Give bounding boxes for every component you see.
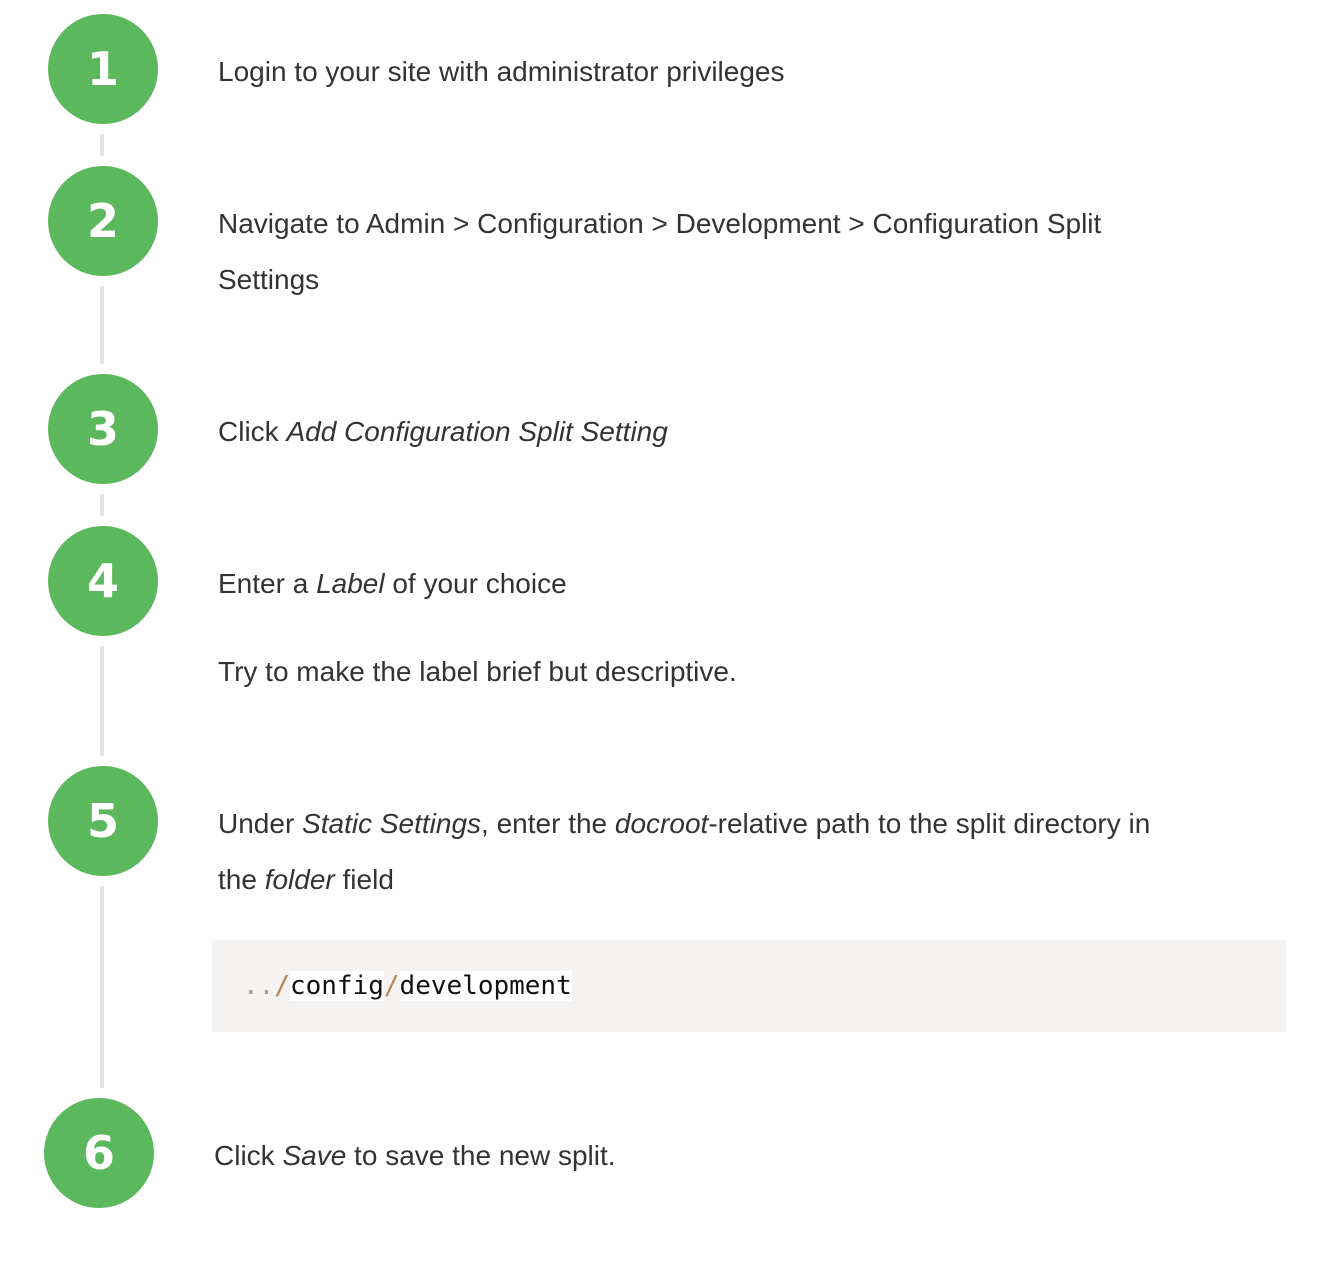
step-4-note: Try to make the label brief but descriptive.: [218, 656, 737, 687]
step-6-text: [214, 1128, 616, 1184]
step-3-text: [218, 404, 668, 460]
step-4-suffix: of your choice: [384, 568, 567, 599]
code-dots: ..: [243, 971, 275, 1001]
step-5-line-2: [218, 852, 1150, 908]
step-5-text: [218, 796, 1150, 908]
step-number-badge: 6: [44, 1098, 154, 1208]
step-number-badge: 5: [48, 766, 158, 876]
step-number-badge: 3: [48, 374, 158, 484]
step-connector: [100, 886, 104, 1088]
step-number-badge: 1: [48, 14, 158, 124]
step-number-badge: 2: [48, 166, 158, 276]
step-connector: [100, 494, 104, 516]
text-run: -relative path to the split directory in: [708, 808, 1151, 839]
code-segment: development: [399, 971, 572, 1001]
step-2-line-2: Settings: [218, 264, 320, 295]
step-6-emphasis: Save: [282, 1140, 347, 1171]
step-connector: [100, 646, 104, 756]
step-3-emphasis: Add Configuration Split Setting: [286, 416, 668, 447]
emphasis-folder: folder: [264, 864, 335, 895]
text-run: Under: [218, 808, 303, 839]
code-line: [243, 968, 572, 1004]
text-run: the: [218, 864, 265, 895]
step-2-line-1: Navigate to Admin > Configuration > Development > Configuration Split: [218, 208, 1102, 239]
step-6-suffix: to save the new split.: [346, 1140, 616, 1171]
step-2-text: [218, 196, 1101, 308]
step-3-prefix: Click: [218, 416, 287, 447]
step-4-emphasis: Label: [316, 568, 385, 599]
code-segment: config: [289, 971, 384, 1001]
step-number-badge: 4: [48, 526, 158, 636]
emphasis-docroot: docroot: [614, 808, 709, 839]
step-5-line-1: [218, 796, 1150, 852]
step-connector: [100, 286, 104, 364]
text-run: field: [334, 864, 394, 895]
step-1-text: Login to your site with administrator privileges: [218, 56, 785, 87]
step-connector: [100, 134, 104, 156]
code-block: [212, 940, 1286, 1032]
code-separator: /: [274, 971, 290, 1001]
text-run: , enter the: [481, 808, 615, 839]
step-4-text: [218, 556, 567, 612]
emphasis-static-settings: Static Settings: [302, 808, 482, 839]
step-6-prefix: Click: [214, 1140, 283, 1171]
code-separator: /: [383, 971, 400, 1001]
step-4-prefix: Enter a: [218, 568, 317, 599]
